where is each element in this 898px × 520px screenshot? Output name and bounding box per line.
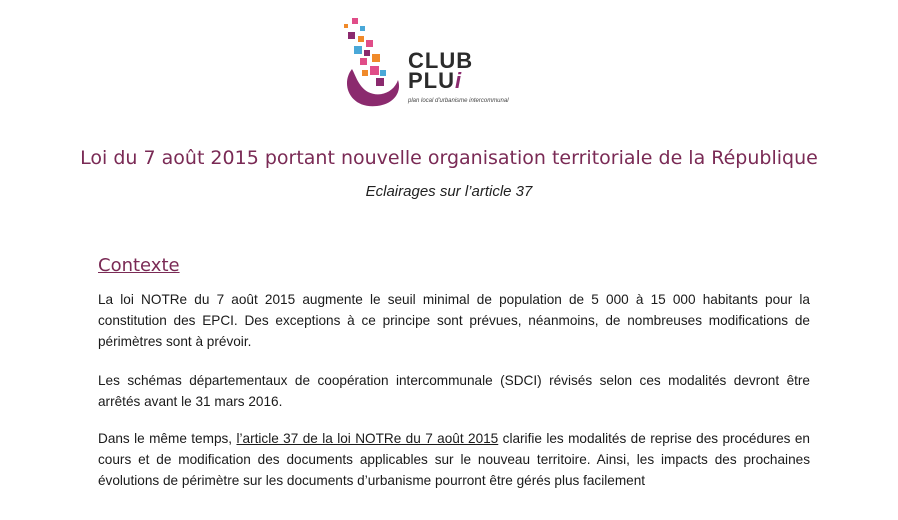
paragraph-3 (98, 428, 810, 491)
logo-line-club: CLUB (408, 48, 474, 73)
logo-mark-icon (332, 14, 412, 114)
logo-tagline: plan local d'urbanisme intercommunal (408, 98, 509, 104)
paragraph-3-rest: clarifie les modalités de reprise des procédures en cours et de modification des documents applicables sur le nouveau territoire. Ainsi, les impacts des prochaines évolutions de périmètre sur les documents d’urbanisme pourront être gérés plus facilement (98, 431, 810, 488)
paragraph-1: La loi NOTRe du 7 août 2015 augmente le seuil minimal de population de 5 000 à 15 000 habitants pour la constitution des EPCI. Des exceptions à ce principe sont prévues, néanmoins, de nombreuses modifications de périmètres sont à prévoir. (98, 292, 810, 349)
logo-plu: PLU (408, 68, 455, 93)
logo-i: i (455, 68, 463, 93)
document-title: Loi du 7 août 2015 portant nouvelle organisation territoriale de la République (80, 147, 818, 169)
paragraph-3-intro: Dans le même temps, (98, 431, 237, 446)
paragraph-2: Les schémas départementaux de coopération intercommunale (SDCI) révisés selon ces modalités devront être arrêtés avant le 31 mars 2016. (98, 373, 810, 409)
logo-line-plu (408, 70, 462, 92)
section-heading-contexte: Contexte (98, 255, 180, 276)
article-37-link[interactable]: l’article 37 de la loi NOTRe du 7 août 2015 (236, 431, 499, 446)
club-plui-logo (332, 14, 532, 114)
document-subtitle: Eclairages sur l’article 37 (365, 183, 533, 200)
